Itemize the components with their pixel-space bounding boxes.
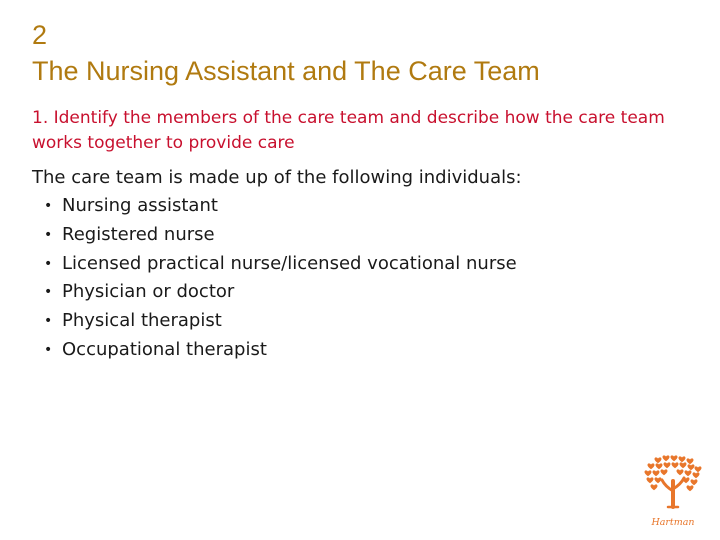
slide-number: 2 [32,20,48,50]
list-item [32,307,517,336]
tree-trunk [662,478,684,507]
slide-title: The Nursing Assistant and The Care Team [32,56,540,86]
list-item [32,192,517,221]
list-item [32,221,517,250]
bullet-icon: • [44,198,53,214]
list-item [32,336,517,365]
list-item-text: Licensed practical nurse/licensed vocational nurse [62,252,517,274]
bullet-icon: • [44,255,53,272]
list-item-text: Physical therapist [62,310,222,332]
list-item-text: Physician or doctor [62,281,235,303]
list-item [32,278,517,307]
bullet-icon: • [44,226,53,243]
bullet-icon: • [44,341,53,358]
intro-text: The care team is made up of the following individuals: [32,167,522,188]
heart-tree-logo-icon [640,455,706,531]
learning-objective: 1. Identify the members of the care team and describe how the care team works together to provide care [32,108,665,153]
list-item-text: Registered nurse [62,223,215,245]
logo-text: Hartman [651,517,695,528]
care-team-list [32,192,517,365]
bullet-icon: • [44,284,53,301]
list-item [32,250,517,279]
list-item-text: Occupational therapist [62,338,267,360]
bullet-icon: • [44,313,53,330]
list-item-text: Nursing assistant [62,195,218,216]
